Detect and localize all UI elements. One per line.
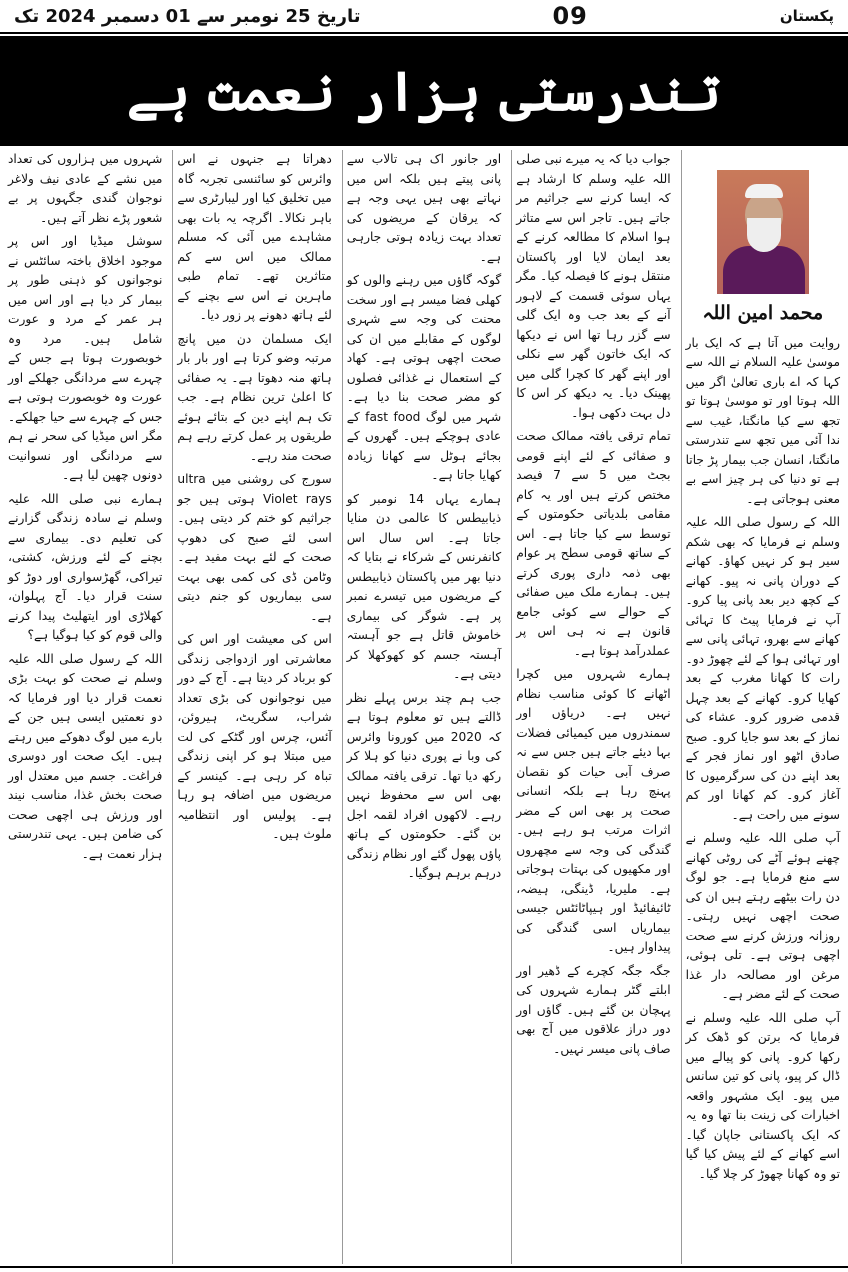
masthead-logo: پکستان bbox=[779, 7, 834, 25]
paragraph: اللہ کے رسول صلی اللہ علیہ وسلم نے صحت کو بہت بڑی نعمت قرار دیا اور فرمایا کہ دو نعمتیں ایسی ہیں جن کے بارے میں لوگ دھوکے میں رہتے ہیں۔ ایک صحت اور دوسری فراغت۔ جسم میں معتدل اور صحت بخش غذا، مناسب نیند اور ورزش ہی اچھی صحت کی ضامن ہیں۔ یہی تندرستی ہزار نعمت ہے۔ bbox=[7, 651, 163, 861]
paragraph: ہمارے یہاں 14 نومبر کو ذیابیطس کا عالمی دن منایا جاتا ہے۔ اس سال اس کانفرنس کے شرکاء نے بتایا کہ دنیا بھر میں پاکستان ذیابیطس کے مریضوں میں تیسرے نمبر پر ہے۔ شوگر کی بیماری خاموش قاتل ہے جو آہستہ آہستہ جسم کو کھوکھلا کر دیتی ہے۔ bbox=[346, 491, 502, 681]
author-photo bbox=[717, 170, 809, 294]
bottom-rule bbox=[0, 1266, 848, 1268]
article-column-2 bbox=[511, 150, 674, 1264]
paragraph: ہمارے نبی صلی اللہ علیہ وسلم نے سادہ زندگی گزارنے کی تعلیم دی۔ بیماری سے بچنے کے لئے ورزش، کشتی، تیراکی، گھڑسواری اور دوڑ کو سنت قرار دیا۔ آج پہلوان، کھلاڑی اور ایتھلیٹ پیدا کرنے والی قوم کو کیا ہوگیا ہے؟ bbox=[7, 491, 163, 642]
paragraph: اس کی معیشت اور اس کی معاشرتی اور ازدواجی زندگی کو برباد کر دیتا ہے۔ آج کے دور میں نوجوانوں کی بڑی تعداد شراب، سگریٹ، ہیروئن، آئس، چرس اور گٹکے کی لت میں مبتلا ہو کر اپنی زندگی تباہ کر رہی ہے۔ کینسر کے مریضوں میں اضافہ ہو رہا ہے۔ پولیس اور انتظامیہ ملوث ہیں۔ bbox=[177, 632, 332, 841]
page-number: 09 bbox=[552, 2, 588, 30]
paragraph: اللہ کے رسول صلی اللہ علیہ وسلم نے فرمایا کہ بھی شکم سیر ہو کر نہیں کھاؤ۔ کھانے کے دوران پانی نہ پیو۔ کھانے کے کچھ دیر بعد پانی پیا کرو۔ آپ نے فرمایا پیٹ کا تہائی کھانے سے بھرو، تہائی پانی سے اور تہائی ہوا کے لئے چھوڑ دو۔ رات کا کھانا مغرب کے بعد کھایا کرو۔ کھانے کے بعد چہل قدمی ضرور کرو۔ عشاء کی نماز کے بعد سو جایا کرو۔ صبح صادق اٹھو اور نماز فجر کے بعد اپنے دن کی سرگرمیوں کا آغاز کرو۔ کم کھانا اور کم سونے میں راحت ہے۔ bbox=[685, 515, 840, 822]
paragraph: جب ہم چند برس پہلے نظر ڈالتے ہیں تو معلوم ہوتا ہے کہ 2020 میں کورونا وائرس کی وبا نے پوری دنیا کو ہلا کر رکھ دیا تھا۔ ترقی یافتہ ممالک بھی اس سے محفوظ نہیں رہے۔ لاکھوں افراد لقمہ اجل بن گئے۔ حکومتوں کے ہاتھ پاؤں پھول گئے اور نظام زندگی درہم برہم ہوگیا۔ bbox=[346, 690, 502, 880]
article-columns bbox=[4, 150, 844, 1264]
paragraph: روایت میں آتا ہے کہ ایک بار موسیٰ علیہ السلام نے اللہ سے کہا کہ اے باری تعالیٰ اگر میں اللہ ہوتا اور تو موسیٰ ہوتا تو تجھ سے کیا مانگتا، غیب سے ندا آئی میں تجھ سے تندرستی مانگتا، انسان جب بیمار پڑ جاتا ہے تو دنیا کی ہر چیز اسے بے معنی ہوجاتی ہے۔ bbox=[685, 335, 840, 506]
headline: تندرستی ہزار نعمت ہے bbox=[126, 59, 722, 123]
paragraph: سوشل میڈیا اور اس پر موجود اخلاق باختہ سائٹس نے نوجوانوں کو ذہنی طور پر بیمار کر دیا ہے اور اس میں ہر عمر کے مرد و عورت شامل ہیں۔ مرد وہ خوبصورت ہوتا ہے جس کے چہرے سے مردانگی جھلکے اور عورت وہ خوبصورت ہوتی ہے جس کے چہرے سے حیا جھلکے۔ مگر اس میڈیا کی سحر نے ہم سے مردانگی اور نسوانیت دونوں چھین لیا ہے۔ bbox=[7, 234, 163, 482]
paragraph: ہمارے شہروں میں کچرا اٹھانے کا کوئی مناسب نظام نہیں ہے۔ دریاؤں اور سمندروں میں کیمیائی فضلات بہا دیئے جاتے ہیں جس سے نہ صرف آبی حیات کو نقصان پہنچ رہا ہے بلکہ انسانی صحت پر بھی اس کے مضر اثرات مرتب ہو رہے ہیں۔ گندگی کی وجہ سے مچھروں اور مکھیوں کی بہتات ہوجاتی ہے۔ ملیریا، ڈینگی، ہیضہ، ٹائیفائیڈ اور ہیپاٹائٹس جیسی بیماریاں اسی گندگی کی پیداوار ہیں۔ bbox=[516, 667, 671, 954]
issue-date-range: تاریخ 25 نومبر سے 01 دسمبر 2024 تک bbox=[14, 5, 361, 27]
paragraph: جگہ جگہ کچرے کے ڈھیر اور ابلتے گٹر ہمارے شہروں کی پہچان بن گئے ہیں۔ گاؤں اور دور دراز علاقوں میں آج بھی صاف پانی میسر نہیں۔ bbox=[516, 963, 671, 1056]
paragraph: سورج کی روشنی میں ultra Violet rays ہوتی ہیں جو جراثیم کو ختم کر دیتی ہیں۔ اسی لئے صبح کی دھوپ صحت کے لئے بہت مفید ہے۔ وٹامن ڈی کی کمی بھی بہت سی بیماریوں کو جنم دیتی ہے۔ bbox=[177, 472, 332, 623]
paragraph: آپ صلی اللہ علیہ وسلم نے چھنے ہوئے آٹے کی روٹی کھانے سے منع فرمایا ہے۔ جو لوگ دن رات بیٹھے رہتے ہیں ان کی صحت اچھی نہیں رہتی۔ روزانہ ورزش کرنے سے صحت اچھی ہوتی ہے۔ تلی ہوئی، مرغن اور مصالحہ دار غذا صحت کے لئے مضر ہے۔ bbox=[685, 831, 840, 1001]
paragraph: شہروں میں ہزاروں کی تعداد میں نشے کے عادی نیف ولاغر نوجوان گندی جگہوں پر بے شعور پڑے نظر آتے ہیں۔ bbox=[7, 152, 163, 225]
article-column-1 bbox=[681, 150, 844, 1264]
paragraph: جواب دیا کہ یہ میرے نبی صلی اللہ علیہ وسلم کا ارشاد ہے کہ ایسا کرنے سے جراثیم مر جاتے ہیں۔ تاجر اس سے متاثر ہوا اسلام کا مطالعہ کرنے کے بعد ایمان لایا اور پاکستان منتقل ہونے کا فیصلہ کیا۔ مگر یہاں سوئی قسمت کے لاہور آنے کے بعد جب وہ ایک گلی سے گزر رہا تھا اس نے دیکھا کہ ایک خاتون گھر سے نکلی اور اپنے گھر کا کچرا گلی میں پھینک دیا۔ یہ دیکھ کر اس کا دل بہت دکھی ہوا۔ bbox=[516, 152, 671, 420]
top-bar bbox=[0, 0, 848, 34]
author-byline: محمد امین اللہ bbox=[702, 302, 824, 324]
paragraph: ایک مسلمان دن میں پانچ مرتبہ وضو کرتا ہے اور بار بار ہاتھ منہ دھوتا ہے۔ یہ صفائی کا اعلیٰ ترین نظام ہے۔ جب تک ہم اپنے دین کے بتائے ہوئے طریقوں پر عمل کرتے رہے ہم صحت مند رہے۔ bbox=[177, 331, 332, 463]
paragraph: دھراتا ہے جنہوں نے اس وائرس کو سائنسی تجربہ گاہ میں تخلیق کیا اور لیبارٹری سے باہر نکالا۔ اگرچہ یہ بات بھی مشاہدے میں آئی کہ مسلم ممالک میں اس سے کم متاثرین تھے۔ تمام طبی ماہرین نے اس سے بچنے کے لئے ہاتھ دھونے پر زور دیا۔ bbox=[177, 152, 332, 322]
paragraph: تمام ترقی یافتہ ممالک صحت و صفائی کے لئے اپنے قومی بجٹ میں 5 سے 7 فیصد مختص کرتے ہیں اور یہ کام مقامی بلدیاتی حکومتوں کے توسط سے کیا جاتا ہے۔ اس کے ساتھ قومی سطح پر عوام بھی ذمہ داری پوری کرتے ہیں۔ ہمارے ملک میں صفائی کے حوالے سے کوئی جامع قانون ہے نہ ہی اس پر عملدرآمد ہوتا ہے۔ bbox=[516, 429, 671, 658]
paragraph: گوکہ گاؤں میں رہنے والوں کو کھلی فضا میسر ہے اور سخت محنت کی وجہ سے شہری لوگوں کے مقابلے میں ان کی صحت اچھی ہوتی ہے۔ کھاد کے استعمال نے غذائی فصلوں کو مضر صحت بنا دیا ہے۔ شہر میں لوگ fast food کے عادی ہوچکے ہیں۔ گھروں کے بجائے ہوٹل سے کھانا زیادہ کھایا جاتا ہے۔ bbox=[346, 273, 502, 482]
article-column-5 bbox=[4, 150, 166, 1264]
article-column-3 bbox=[342, 150, 505, 1264]
paragraph: آپ صلی اللہ علیہ وسلم نے فرمایا کہ برتن کو ڈھک کر رکھا کرو۔ پانی کو پیالے میں ڈال کر پیو، پانی کو تین سانس میں پیو۔ ایک مشہور واقعہ اخبارات کی زینت بنا تھا وہ یہ کہ ایک پاکستانی جاپان گیا۔ اسے کھانے کے لئے پیش کیا گیا تو وہ کھانا چھوڑ کر چلا گیا۔ bbox=[685, 1010, 840, 1181]
headline-banner bbox=[0, 36, 848, 146]
article-column-4 bbox=[172, 150, 335, 1264]
paragraph: اور جانور اک ہی تالاب سے پانی پیتے ہیں بلکہ اس میں نہاتے بھی ہیں یہی وجہ ہے کہ یرقان کے مریضوں کی تعداد بہت زیادہ ہوتی جارہی ہے۔ bbox=[346, 152, 502, 264]
